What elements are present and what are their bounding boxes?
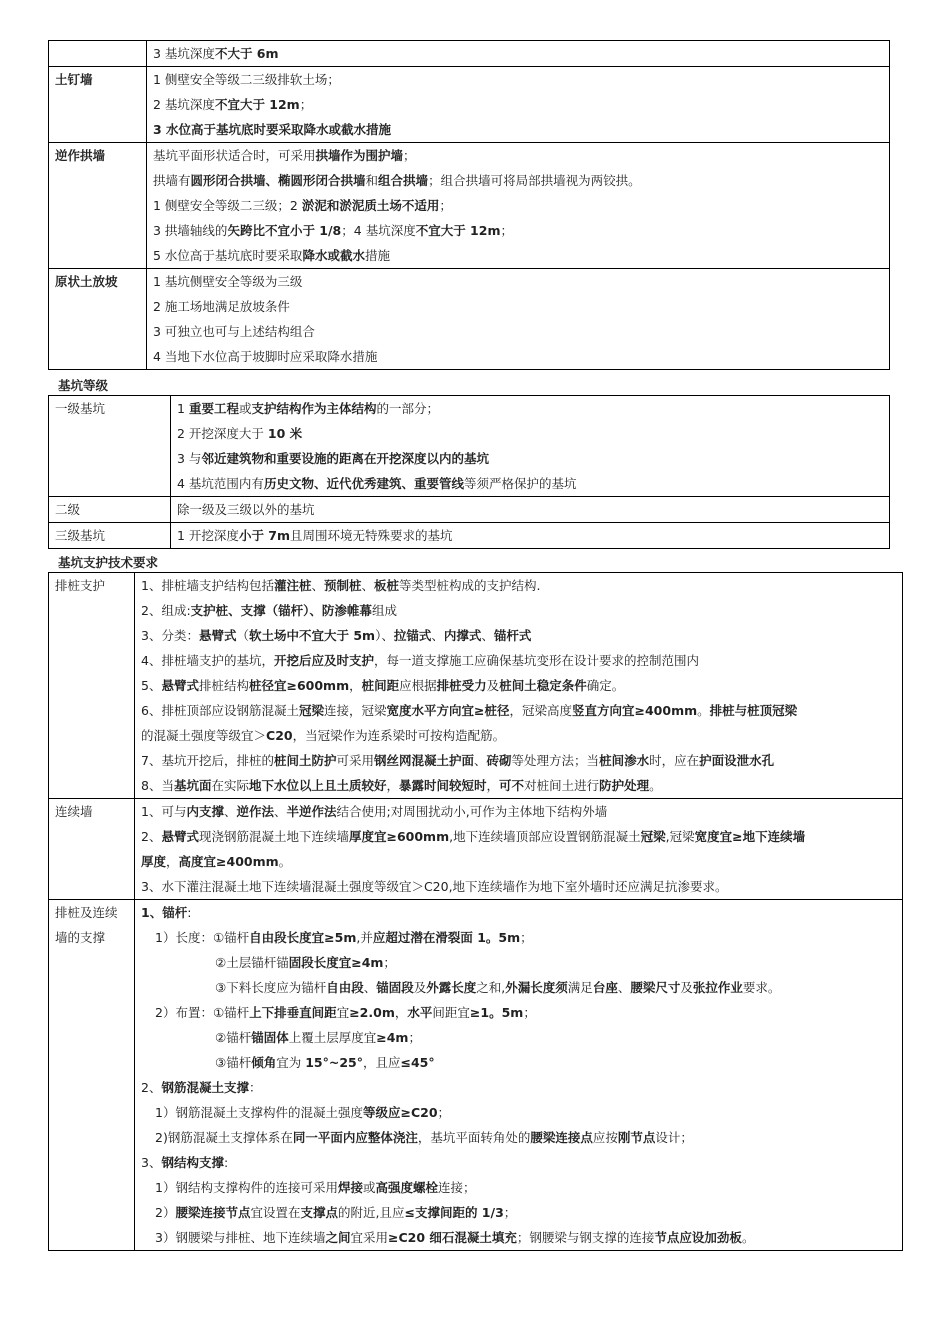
- section-heading-tech-requirements: 基坑支护技术要求: [58, 555, 159, 570]
- content-line: [141, 1100, 896, 1125]
- emphasis-text: 自由段长度宜≥5m: [249, 930, 357, 945]
- emphasis-text: 悬臂式: [198, 628, 237, 643]
- table-row: [49, 67, 890, 143]
- text-run: 3 基坑深度: [153, 46, 215, 61]
- text-run: 、: [481, 628, 494, 643]
- content-line: [153, 168, 883, 193]
- text-run: ；钢腰梁与钢支撑的连接: [516, 1230, 655, 1245]
- content-line: [141, 723, 896, 748]
- text-run: 应按: [592, 1130, 618, 1145]
- text-run: 3、水下灌注混凝土地下连续墙混凝土强度等级宜＞C20,地下连续墙作为地下室外墙时还应满足抗渗要求。: [141, 879, 728, 894]
- text-run: 间距宜: [432, 1005, 470, 1020]
- text-run: 、: [361, 578, 375, 593]
- table-row: [49, 900, 903, 1251]
- emphasis-text: 板桩: [374, 578, 400, 593]
- emphasis-text: 高度宜≥400mm: [178, 854, 279, 869]
- emphasis-text: 桩间土防护: [273, 753, 337, 768]
- table-row: [49, 799, 903, 900]
- emphasis-text: 组合拱墙: [378, 173, 429, 188]
- text-run: 设计；: [655, 1130, 693, 1145]
- section-heading-pit-grade: 基坑等级: [58, 378, 109, 393]
- content-line: [153, 41, 883, 66]
- emphasis-text: ≥4m: [376, 1030, 409, 1045]
- emphasis-text: 圆形闭合拱墙、椭圆形闭合拱墙: [190, 173, 366, 188]
- emphasis-text: 腰梁连接点: [530, 1130, 593, 1145]
- row-label: 逆作拱墙: [49, 143, 147, 269]
- text-run: 、: [223, 804, 237, 819]
- text-run: 、: [274, 804, 287, 819]
- emphasis-text: ≥1。5m: [469, 1005, 524, 1020]
- emphasis-text: 软土场中不宜大于 5m: [248, 628, 376, 643]
- emphasis-text: 支护结构作为主体结构: [251, 401, 377, 416]
- text-run: 等须严格保护的基坑: [463, 476, 577, 491]
- text-run: 7、基坑开挖后，排桩的: [141, 753, 274, 768]
- content-line: [177, 497, 883, 522]
- emphasis-text: 预制桩: [324, 578, 362, 593]
- pit-grade-body: [49, 396, 890, 549]
- emphasis-text: 邻近建筑物和重要设施的距离在开挖深度以内的基坑: [201, 451, 489, 466]
- text-run: ；组合拱墙可将局部拱墙视为两铰拱。: [428, 173, 641, 188]
- text-run: ；: [503, 1205, 517, 1220]
- text-run: 对桩间土进行: [524, 778, 600, 793]
- text-run: 或: [238, 401, 252, 416]
- row-label: 土钉墙: [49, 67, 147, 143]
- text-run: 上覆土层厚度宜: [288, 1030, 377, 1045]
- text-run: ；: [500, 223, 513, 238]
- row-label: 一级基坑: [49, 396, 171, 497]
- text-run: 和: [365, 173, 379, 188]
- text-run: ；: [437, 1105, 451, 1120]
- text-run: 排桩结构: [198, 678, 249, 693]
- text-run: 8、当: [141, 778, 174, 793]
- emphasis-text: 拉锚式: [393, 628, 432, 643]
- text-run: 3、: [141, 1155, 162, 1170]
- emphasis-text: 竖直方向宜≥400mm: [572, 703, 698, 718]
- content-line: [153, 218, 883, 243]
- text-run: 1: [177, 401, 189, 416]
- row-content: [147, 269, 890, 370]
- table-row: [49, 269, 890, 370]
- emphasis-text: 基坑面: [173, 778, 212, 793]
- emphasis-text: 排桩与桩顶冠梁: [709, 703, 798, 718]
- content-line: [153, 319, 883, 344]
- text-run: ；4 基坑深度: [341, 223, 416, 238]
- table-row: [49, 523, 890, 549]
- text-run: 6、排桩顶部应设钢筋混凝土: [141, 703, 299, 718]
- emphasis-text: 逆作法: [236, 804, 274, 819]
- emphasis-text: 厚度宜≥600mm: [348, 829, 450, 844]
- text-run: ，: [394, 1005, 408, 1020]
- text-run: 确定。: [586, 678, 625, 693]
- emphasis-text: 排桩受力: [436, 678, 487, 693]
- row-content: [147, 41, 890, 67]
- text-run: 宜: [336, 1005, 350, 1020]
- content-line: [141, 623, 896, 648]
- content-line: [141, 1150, 896, 1175]
- text-run: 2、: [141, 1080, 162, 1095]
- content-line: [141, 849, 896, 874]
- text-run: 2）: [155, 1205, 176, 1220]
- text-run: ；: [383, 955, 396, 970]
- emphasis-text: 宽度水平方向宜≥桩径: [386, 703, 510, 718]
- text-run: 及: [486, 678, 500, 693]
- text-run: :: [187, 905, 192, 920]
- text-run: 除一级及三级以外的基坑: [177, 502, 315, 517]
- emphasis-text: 桩间距: [361, 678, 400, 693]
- content-line: [177, 396, 883, 421]
- emphasis-text: 内支撑: [186, 804, 224, 819]
- row-content: [171, 497, 890, 523]
- text-run: 2、: [141, 829, 162, 844]
- text-run: 2、组成:: [141, 603, 191, 618]
- text-run: ）、: [375, 628, 394, 643]
- content-line: [141, 1025, 896, 1050]
- emphasis-text: 厚度: [141, 854, 167, 869]
- content-line: [177, 523, 883, 548]
- content-line: [141, 1225, 896, 1250]
- emphasis-text: 潜在滑裂面 1。5m: [410, 930, 521, 945]
- row-label: 连续墙: [49, 799, 135, 900]
- text-run: ，且应: [362, 1055, 401, 1070]
- emphasis-text: C20: [266, 728, 293, 743]
- emphasis-text: 1、锚杆: [141, 905, 188, 920]
- emphasis-text: ≤支撑间距的 1/3: [404, 1205, 504, 1220]
- row-label: 排桩及连续墙的支撑: [49, 900, 135, 1251]
- content-line: [141, 598, 896, 623]
- emphasis-text: 腰梁连接节点: [175, 1205, 251, 1220]
- text-run: 连接，冠梁: [323, 703, 387, 718]
- emphasis-text: 外露长度: [426, 980, 477, 995]
- emphasis-text: 冠梁: [298, 703, 324, 718]
- emphasis-text: 应超过: [372, 930, 411, 945]
- text-run: 。: [697, 703, 710, 718]
- emphasis-text: 砖砌: [486, 753, 512, 768]
- content-line: [153, 243, 883, 268]
- text-run: 措施: [364, 248, 390, 263]
- content-line: [153, 269, 883, 294]
- content-line: [141, 824, 896, 849]
- row-label: 三级基坑: [49, 523, 171, 549]
- text-run: 基坑平面形状适合时，可采用: [153, 148, 316, 163]
- text-run: ，: [486, 778, 500, 793]
- text-run: 组成: [371, 603, 397, 618]
- text-run: ；: [299, 97, 313, 112]
- text-run: ，基坑平面转角处的: [417, 1130, 531, 1145]
- text-run: 且周围环境无特殊要求的基坑: [290, 528, 453, 543]
- text-run: ；: [439, 198, 452, 213]
- emphasis-text: 地下水位以上且土质较好: [248, 778, 387, 793]
- text-run: ：: [248, 1080, 262, 1095]
- emphasis-text: 台座: [592, 980, 618, 995]
- text-run: 、: [311, 578, 324, 593]
- content-line: [177, 446, 883, 471]
- text-run: 满足: [567, 980, 593, 995]
- support-types-table: [48, 40, 890, 370]
- text-run: 宜采用: [350, 1230, 388, 1245]
- text-run: ，: [349, 678, 362, 693]
- emphasis-text: 腰梁尺寸: [630, 980, 681, 995]
- content-line: [177, 471, 883, 496]
- row-content: [135, 900, 903, 1251]
- text-run: 3、分类：: [141, 628, 199, 643]
- content-line: [141, 773, 896, 798]
- row-content: [135, 573, 903, 799]
- text-run: ，: [386, 778, 400, 793]
- emphasis-text: 矢跨比不宜小于 1/8: [227, 223, 342, 238]
- text-run: 3）钢腰梁与排桩、地下连续墙: [155, 1230, 326, 1245]
- text-run: 1、可与: [141, 804, 187, 819]
- content-line: [141, 673, 896, 698]
- table-row: [49, 573, 903, 799]
- text-run: 及: [680, 980, 693, 995]
- content-line: [141, 925, 896, 950]
- row-label: [49, 41, 147, 67]
- content-line: [141, 975, 896, 1000]
- text-run: 1 侧壁安全等级二三级；2: [153, 198, 302, 213]
- content-line: [141, 573, 896, 598]
- text-run: 2 基坑深度: [153, 97, 215, 112]
- emphasis-text: ≤45°: [400, 1055, 435, 1070]
- text-run: 4 基坑范围内有: [177, 476, 264, 491]
- emphasis-text: 宽度宜≥地下连续墙: [694, 829, 806, 844]
- row-content: [171, 396, 890, 497]
- emphasis-text: 张拉作业: [692, 980, 743, 995]
- emphasis-text: 自由段: [326, 980, 364, 995]
- emphasis-text: 高强度螺栓: [375, 1180, 439, 1195]
- emphasis-text: 同一平面内应整体浇注: [292, 1130, 418, 1145]
- text-run: 。: [649, 778, 662, 793]
- table-row: [49, 497, 890, 523]
- text-run: ,冠梁: [665, 829, 695, 844]
- emphasis-text: 3 水位高于基坑底时要采取降水或截水措施: [153, 122, 392, 137]
- row-label: 排桩支护: [49, 573, 135, 799]
- emphasis-text: 焊接: [337, 1180, 363, 1195]
- text-run: ，冠梁高度: [509, 703, 572, 718]
- text-run: ③锚杆: [215, 1055, 252, 1070]
- emphasis-text: 历史文物、近代优秀建筑、重要管线: [263, 476, 464, 491]
- content-line: [141, 1050, 896, 1075]
- text-run: （: [236, 628, 249, 643]
- row-content: [135, 799, 903, 900]
- text-run: 3 拱墙轴线的: [153, 223, 228, 238]
- content-line: [141, 1075, 896, 1100]
- text-run: 1、排桩墙支护结构包括: [141, 578, 274, 593]
- content-line: [141, 1175, 896, 1200]
- table-row: [49, 41, 890, 67]
- support-types-body: [49, 41, 890, 370]
- emphasis-text: 可不: [499, 778, 525, 793]
- emphasis-text: 等级应≥C20: [362, 1105, 438, 1120]
- text-run: 2）布置：①锚杆: [155, 1005, 250, 1020]
- text-run: 在实际: [211, 778, 249, 793]
- text-run: 拱墙有: [153, 173, 191, 188]
- emphasis-text: 倾角: [251, 1055, 277, 1070]
- row-content: [171, 523, 890, 549]
- content-line: [141, 698, 896, 723]
- text-run: 应根据: [399, 678, 437, 693]
- content-line: [153, 67, 883, 92]
- text-run: ，每一道支撑施工应确保基坑变形在设计要求的控制范围内: [373, 653, 699, 668]
- emphasis-text: 外漏长度须: [505, 980, 568, 995]
- emphasis-text: 固段长度宜≥4m: [288, 955, 384, 970]
- text-run: 5、: [141, 678, 162, 693]
- content-line: [141, 748, 896, 773]
- text-run: 及: [413, 980, 427, 995]
- emphasis-text: 钢筋混凝土支撑: [161, 1080, 249, 1095]
- emphasis-text: 半逆作法: [286, 804, 337, 819]
- emphasis-text: 灌注桩: [273, 578, 312, 593]
- pit-grade-table: [48, 395, 890, 549]
- row-label: 原状土放坡: [49, 269, 147, 370]
- tech-requirements-body: [49, 573, 903, 1251]
- text-run: ；: [523, 1005, 536, 1020]
- text-run: 连接；: [438, 1180, 476, 1195]
- tech-requirements-table: [48, 572, 903, 1251]
- emphasis-text: 支撑点: [300, 1205, 338, 1220]
- text-run: :: [223, 1155, 229, 1170]
- emphasis-text: 支护桩、支撑（锚杆）、防渗帷幕: [190, 603, 372, 618]
- content-line: [153, 143, 883, 168]
- content-line: [153, 294, 883, 319]
- text-run: 4、排桩墙支护的基坑，: [141, 653, 274, 668]
- emphasis-text: 悬臂式: [161, 678, 199, 693]
- text-run: ②土层锚杆锚: [215, 955, 289, 970]
- text-run: 、: [617, 980, 631, 995]
- text-run: ；: [403, 148, 416, 163]
- emphasis-text: 桩间渗水: [599, 753, 650, 768]
- text-run: 的附近,且应: [338, 1205, 405, 1220]
- emphasis-text: 钢丝网混凝土护面: [374, 753, 475, 768]
- emphasis-text: 钢结构支撑: [161, 1155, 224, 1170]
- emphasis-text: 降水或截水: [302, 248, 365, 263]
- text-run: 、: [431, 628, 444, 643]
- row-content: [147, 67, 890, 143]
- table-row: [49, 143, 890, 269]
- text-run: 宜为: [276, 1055, 306, 1070]
- text-run: 2)钢筋混凝土支撑体系在: [155, 1130, 293, 1145]
- text-run: ③下料长度应为锚杆: [215, 980, 327, 995]
- text-run: ，: [166, 854, 179, 869]
- text-run: ；: [408, 1030, 421, 1045]
- emphasis-text: 节点应设加劲板: [654, 1230, 742, 1245]
- content-line: [141, 950, 896, 975]
- emphasis-text: 不大于 6m: [214, 46, 279, 61]
- emphasis-text: ≥2.0m: [349, 1005, 395, 1020]
- emphasis-text: 15°~25°: [305, 1055, 363, 1070]
- emphasis-text: 锚固段: [376, 980, 414, 995]
- text-run: ；: [520, 930, 533, 945]
- emphasis-text: 暴露时间较短时: [399, 778, 487, 793]
- text-run: 、: [474, 753, 487, 768]
- row-label: 二级: [49, 497, 171, 523]
- emphasis-text: 刚节点: [617, 1130, 656, 1145]
- emphasis-text: 小于 7m: [238, 528, 291, 543]
- text-run: 现浇钢筋混凝土地下连续墙: [198, 829, 349, 844]
- content-line: [177, 421, 883, 446]
- text-run: 或: [362, 1180, 376, 1195]
- content-line: [153, 92, 883, 117]
- text-run: 。: [278, 854, 292, 869]
- text-run: 、: [363, 980, 377, 995]
- text-run: 宜设置在: [250, 1205, 301, 1220]
- emphasis-text: 锚杆式: [493, 628, 532, 643]
- row-content: [147, 143, 890, 269]
- content-line: [153, 193, 883, 218]
- content-line: [141, 1200, 896, 1225]
- text-run: 时，应在: [649, 753, 700, 768]
- emphasis-text: 之间: [325, 1230, 351, 1245]
- text-run: 1）长度：①锚杆: [155, 930, 250, 945]
- emphasis-text: 上下排垂直间距: [249, 1005, 337, 1020]
- text-run: 1 基坑侧壁安全等级为三级: [153, 274, 303, 289]
- content-line: [153, 117, 883, 142]
- text-run: 4 当地下水位高于坡脚时应采取降水措施: [153, 349, 378, 364]
- text-run: ②锚杆: [215, 1030, 252, 1045]
- content-line: [141, 1125, 896, 1150]
- text-run: ,地下连续墙顶部应设置钢筋混凝土: [449, 829, 641, 844]
- text-run: 等处理方法；当: [511, 753, 600, 768]
- content-line: [153, 344, 883, 369]
- text-run: 3 与: [177, 451, 202, 466]
- emphasis-text: 冠梁: [640, 829, 666, 844]
- content-line: [141, 648, 896, 673]
- emphasis-text: ≥C20 细石混凝土填充: [388, 1230, 517, 1245]
- text-run: ，当冠梁作为连系梁时可按构造配筋。: [292, 728, 506, 743]
- emphasis-text: 10 米: [267, 426, 303, 441]
- text-run: 之和,: [476, 980, 506, 995]
- content-line: [141, 799, 896, 824]
- text-run: 等类型桩构成的支护结构.: [399, 578, 541, 593]
- text-run: 1 侧壁安全等级二三级排软土场；: [153, 72, 340, 87]
- emphasis-text: 防护处理: [599, 778, 650, 793]
- emphasis-text: 淤泥和淤泥质土场不适用: [301, 198, 440, 213]
- emphasis-text: 重要工程: [188, 401, 239, 416]
- text-run: 结合使用;对周围扰动小,可作为主体地下结构外墙: [336, 804, 608, 819]
- content-line: [141, 1000, 896, 1025]
- content-line: [141, 900, 896, 925]
- text-run: 3 可独立也可与上述结构组合: [153, 324, 315, 339]
- text-run: 1 开挖深度: [177, 528, 239, 543]
- text-run: 。: [741, 1230, 755, 1245]
- emphasis-text: 拱墙作为围护墙: [315, 148, 404, 163]
- text-run: 2 施工场地满足放坡条件: [153, 299, 290, 314]
- text-run: 2 开挖深度大于: [177, 426, 268, 441]
- text-run: 5 水位高于基坑底时要采取: [153, 248, 303, 263]
- emphasis-text: 开挖后应及时支护: [273, 653, 374, 668]
- table-row: [49, 396, 890, 497]
- text-run: 要求。: [742, 980, 781, 995]
- text-run: 1）钢结构支撑构件的连接可采用: [155, 1180, 338, 1195]
- text-run: 的混凝土强度等级宜＞: [141, 728, 267, 743]
- emphasis-text: 不宜大于 12m: [214, 97, 300, 112]
- content-line: [141, 874, 896, 899]
- text-run: 1）钢筋混凝土支撑构件的混凝土强度: [155, 1105, 363, 1120]
- text-run: 的一部分；: [376, 401, 439, 416]
- text-run: 可采用: [336, 753, 374, 768]
- emphasis-text: 护面设泄水孔: [699, 753, 775, 768]
- emphasis-text: 内撑式: [443, 628, 482, 643]
- emphasis-text: 桩间土稳定条件: [499, 678, 587, 693]
- emphasis-text: 锚固体: [251, 1030, 289, 1045]
- emphasis-text: 水平: [407, 1005, 433, 1020]
- emphasis-text: 悬臂式: [161, 829, 199, 844]
- emphasis-text: 桩径宜≥600mm: [248, 678, 350, 693]
- emphasis-text: 不宜大于 12m: [415, 223, 501, 238]
- text-run: ,并: [356, 930, 373, 945]
